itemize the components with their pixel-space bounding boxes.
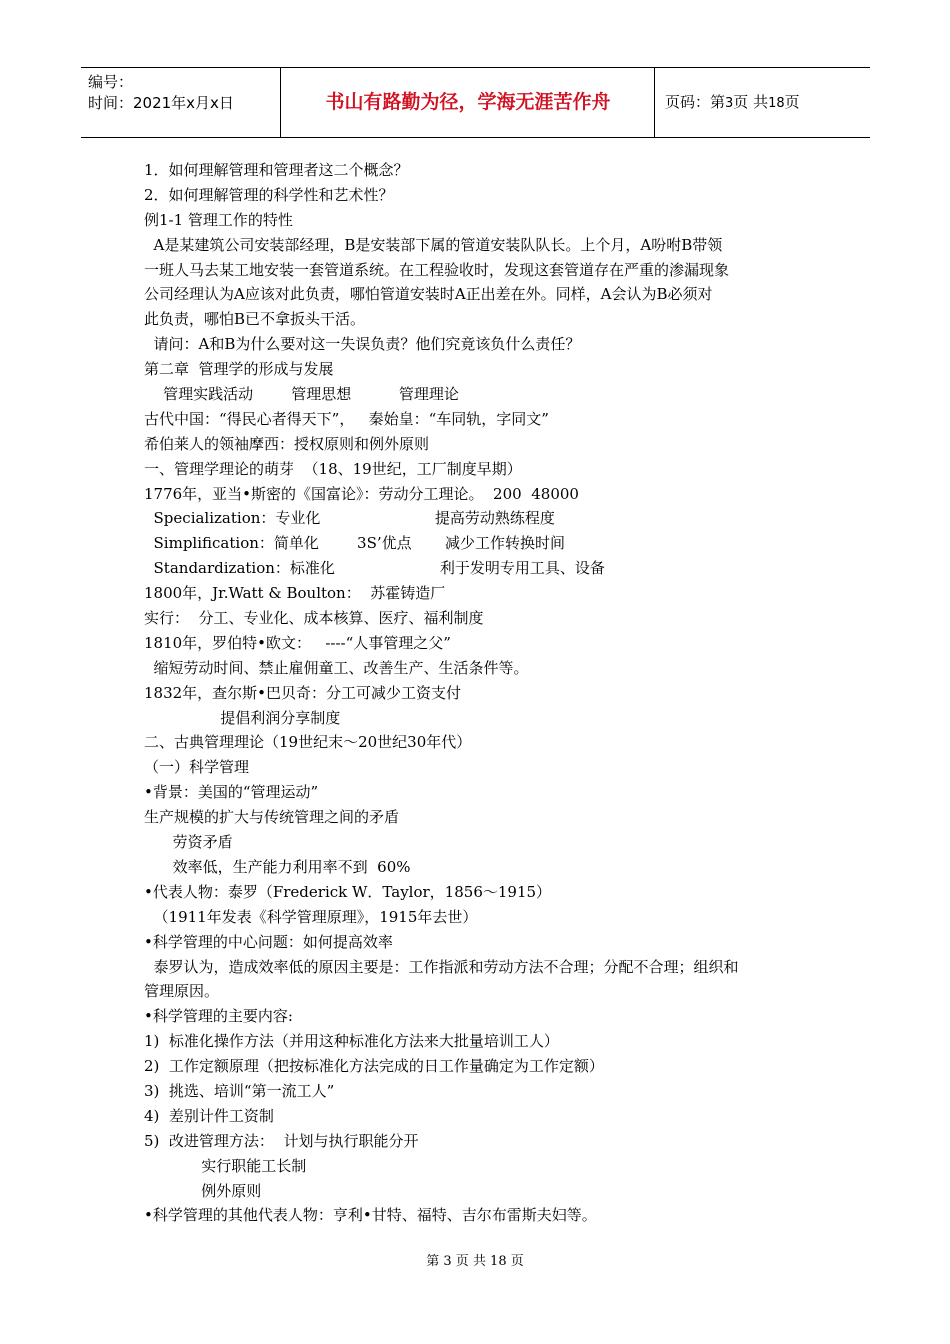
text-line: A是某建筑公司安装部经理，B是安装部下属的管道安装队队长。上个月，A吩咐B带领: [144, 235, 723, 254]
date-label: 时间：2021年x月x日: [88, 94, 234, 112]
text-line: 1800年，Jr.Watt & Boulton： 苏霍铸造厂: [144, 584, 446, 603]
text-line: •科学管理的主要内容:: [144, 1007, 293, 1026]
page-header: [81, 67, 870, 138]
header-motto: 书山有路勤为径，学海无涯苦作舟: [282, 68, 655, 137]
document-body: [144, 158, 834, 1228]
page-number: 3: [725, 96, 734, 111]
text-line: 劳资矛盾: [144, 833, 233, 852]
text-line: 公司经理认为A应该对此负责，哪怕管道安装时A正出差在外。同样，A会认为B必须对: [144, 285, 713, 304]
header-page-info: [655, 68, 870, 137]
text-line: 例1-1 管理工作的特性: [144, 210, 293, 229]
page-mid: 页 共: [733, 93, 769, 111]
text-line: 3) 挑选、培训“第一流工人”: [144, 1081, 335, 1100]
text-line: 例外原则: [144, 1181, 262, 1200]
text-line: Standardization：标准化 利于发明专用工具、设备: [144, 559, 605, 578]
text-line: 管理实践活动 管理思想 管理理论: [144, 385, 459, 404]
text-line: 1832年，查尔斯•巴贝奇：分工可减少工资支付: [144, 683, 462, 702]
text-line: 1810年，罗伯特•欧文： ----“人事管理之父”: [144, 633, 451, 652]
text-line: 第二章 管理学的形成与发展: [144, 360, 334, 379]
text-line: 生产规模的扩大与传统管理之间的矛盾: [144, 808, 400, 827]
text-line: 二、古典管理理论（19世纪末～20世纪30年代）: [144, 733, 472, 752]
text-line: Specialization：专业化 提高劳动熟练程度: [144, 509, 555, 528]
text-line: 效率低，生产能力利用率不到 60%: [144, 857, 411, 876]
text-line: 缩短劳动时间、禁止雇佣童工、改善生产、生活条件等。: [144, 658, 529, 677]
text-line: 实行职能工长制: [144, 1156, 307, 1175]
text-line: 此负责，哪怕B已不拿扳头干活。: [144, 310, 366, 329]
text-line: 实行： 分工、专业化、成本核算、医疗、福利制度: [144, 609, 484, 628]
text-line: （1911年发表《科学管理原理》，1915年去世）: [144, 907, 478, 926]
text-line: Simplification：简单化 3S’优点 减少工作转换时间: [144, 534, 566, 553]
text-line: 泰罗认为，造成效率低的原因主要是：工作指派和劳动方法不合理；分配不合理；组织和: [144, 957, 739, 976]
text-line: 一班人马去某工地安装一套管道系统。在工程验收时，发现这套管道存在严重的渗漏现象: [144, 260, 730, 279]
text-line: 1776年，亚当•斯密的《国富论》：劳动分工理论。 200 48000: [144, 484, 579, 503]
text-line: •代表人物：泰罗（Frederick W．Taylor，1856～1915）: [144, 882, 552, 901]
text-line: •背景：美国的“管理运动”: [144, 783, 319, 802]
page-suffix: 页: [784, 93, 800, 111]
text-line: 管理原因。: [144, 982, 220, 1001]
text-line: 古代中国：“得民心者得天下”， 秦始皇：“车同轨，字同文”: [144, 409, 549, 428]
header-meta: [81, 68, 281, 137]
text-line: 1．如何理解管理和管理者这二个概念？: [144, 161, 409, 179]
page-prefix: 页码：第: [665, 93, 726, 111]
text-line: •科学管理的其他代表人物：亨利•甘特、福特、吉尔布雷斯夫妇等。: [144, 1206, 597, 1225]
text-line: （一）科学管理: [144, 758, 250, 777]
text-line: 希伯莱人的领袖摩西：授权原则和例外原则: [144, 434, 430, 453]
page-total: 18: [768, 96, 785, 111]
number-label: 编号：: [88, 73, 134, 91]
text-line: 5) 改进管理方法： 计划与执行职能分开: [144, 1131, 419, 1150]
text-line: 2) 工作定额原理（把按标准化方法完成的日工作量确定为工作定额）: [144, 1057, 604, 1076]
page-footer: 第 3 页 共 18 页: [426, 1254, 524, 1269]
text-line: 2．如何理解管理的科学性和艺术性？: [144, 185, 394, 204]
text-line: 提倡利润分享制度: [144, 708, 341, 727]
text-line: 4) 差别计件工资制: [144, 1106, 274, 1125]
text-line: 1) 标准化操作方法（并用这种标准化方法来大批量培训工人）: [144, 1032, 559, 1051]
text-line: 一、管理学理论的萌芽 （18、19世纪，工厂制度早期）: [144, 459, 522, 478]
text-line: •科学管理的中心问题：如何提高效率: [144, 932, 393, 951]
text-line: 请问：A和B为什么要对这一失误负责？他们究竟该负什么责任？: [144, 335, 581, 354]
